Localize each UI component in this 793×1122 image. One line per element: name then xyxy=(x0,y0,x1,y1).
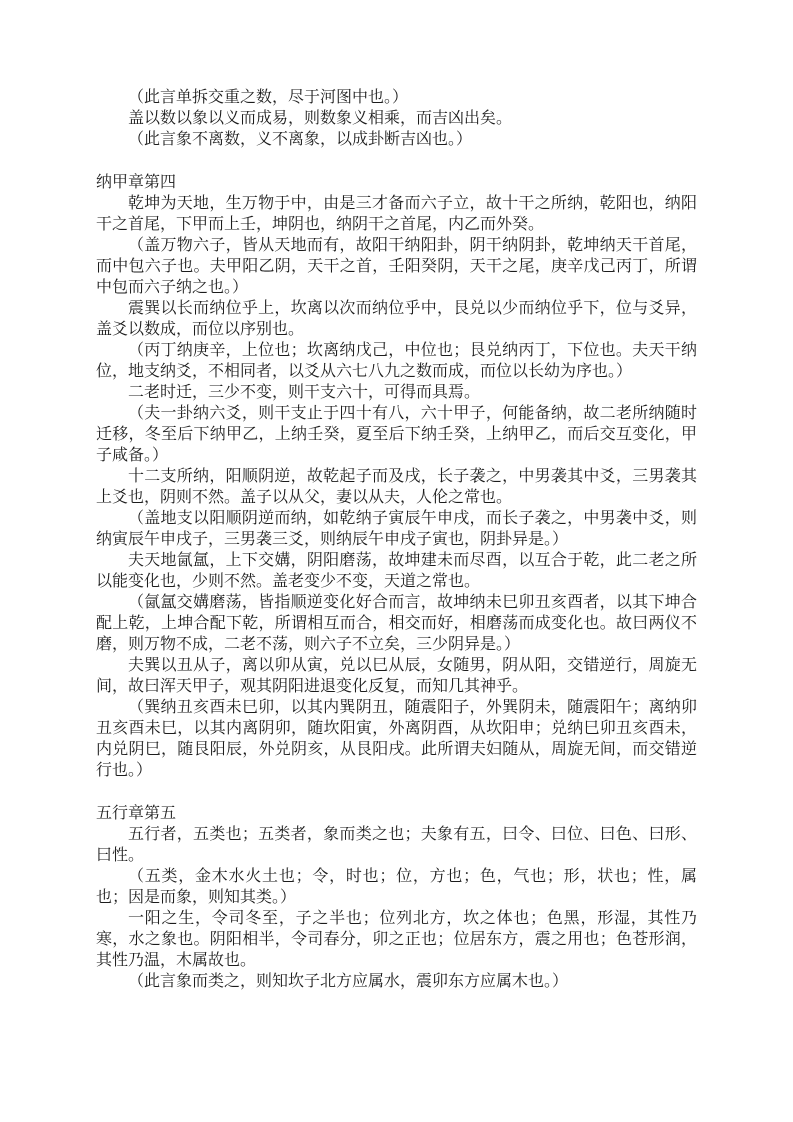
paragraph: （此言单拆交重之数，尽于河图中也。） xyxy=(128,87,409,106)
paragraph: 五行者，五类也；五类者，象而类之也；夫象有五，曰令、曰位、曰色、曰形、曰性。 xyxy=(96,824,697,864)
paragraph: （盖万物六子，皆从天地而有，故阳干纳阳卦，阴干纳阴卦，乾坤纳天干首尾，而中包六子也。夫甲阳乙阴，天干之首，壬阳癸阴，天干之尾，庚辛戊己丙丁，所谓中包而六子纳之也。） xyxy=(96,235,697,296)
paragraph: 震巽以长而纳位乎上，坎离以次而纳位乎中，艮兑以少而纳位乎下，位与爻异，盖爻以数成，而位以序别也。 xyxy=(96,298,697,338)
paragraph: （此言象而类之，则知坎子北方应属水，震卯东方应属木也。） xyxy=(128,971,569,990)
paragraph: 乾坤为天地，生万物于中，由是三才备而六子立，故十干之所纳，乾阳也，纳阳干之首尾，下甲而上壬，坤阴也，纳阴干之首尾，内乙而外癸。 xyxy=(96,193,697,233)
paragraph: 一阳之生，令司冬至，子之半也；位列北方，坎之体也；色黑，形湿，其性乃寒，水之象也。阴阳相半，令司春分，卯之正也；位居东方，震之用也；色苍形润，其性乃温，木属故也。 xyxy=(96,908,697,969)
section-heading: 纳甲章第四 xyxy=(96,172,177,191)
paragraph: （五类，金木水火土也；令，时也；位，方也；色，气也；形，状也；性，属也；因是而象，则知其类。） xyxy=(96,866,697,906)
paragraph: （丙丁纳庚辛，上位也；坎离纳戊己，中位也；艮兑纳丙丁，下位也。夫天干纳位，地支纳爻，不相同者，以爻从六七八九之数而成，而位以长幼为序也。） xyxy=(96,340,697,380)
paragraph: （夫一卦纳六爻，则干支止于四十有八，六十甲子，何能备纳，故二老所纳随时迁移，冬至后下纳甲乙，上纳壬癸，夏至后下纳壬癸，上纳甲乙，而后交互变化，甲子咸备。） xyxy=(96,403,697,464)
paragraph: 盖以数以象以义而成易，则数象义相乘，而吉凶出矣。 xyxy=(128,108,513,127)
paragraph: （此言象不离数，义不离象，以成卦断吉凶也。） xyxy=(128,129,473,148)
paragraph: 二老时迁，三少不变，则干支六十，可得而具焉。 xyxy=(128,382,481,401)
paragraph: 夫天地氤氲，上下交媾，阴阳磨荡，故坤建未而尽酉，以互合于乾，此二老之所以能变化也，少则不然。盖老变少不变，天道之常也。 xyxy=(96,550,697,590)
section-heading: 五行章第五 xyxy=(96,803,177,822)
paragraph: （巽纳丑亥酉未巳卯，以其内巽阴丑，随震阳子，外巽阴未，随震阳午；离纳卯丑亥酉未巳，以其内离阴卯，随坎阳寅，外离阴酉，从坎阳申；兑纳巳卯丑亥酉未，内兑阴巳，随艮阳辰，外兑阴亥，从艮阳戌。此所谓夫妇随从，周旋无间，而交错逆行也。） xyxy=(96,697,697,779)
paragraph: 夫巽以丑从子，离以卯从寅，兑以巳从辰，女随男，阴从阳，交错逆行，周旋无间，故曰浑天甲子，观其阴阳进退变化反复，而知几其神乎。 xyxy=(96,655,697,695)
paragraph: （盖地支以阳顺阴逆而纳，如乾纳子寅辰午申戌，而长子袭之，中男袭中爻，则纳寅辰午申戌子，三男袭三爻，则纳辰午申戌子寅也，阴卦异是。） xyxy=(96,508,697,548)
paragraph: 十二支所纳，阳顺阴逆，故乾起子而及戌，长子袭之，中男袭其中爻，三男袭其上爻也，阴则不然。盖子以从父，妻以从夫，人伦之常也。 xyxy=(96,466,697,506)
document-body xyxy=(96,86,697,991)
paragraph: （氤氲交媾磨荡，皆指顺逆变化好合而言，故坤纳未巳卯丑亥酉者，以其下坤合配上乾，上坤合配下乾，所谓相互而合，相交而好，相磨荡而成变化也。故曰两仪不磨，则万物不成，二老不荡，则六子不立矣，三少阴异是。） xyxy=(96,592,697,653)
